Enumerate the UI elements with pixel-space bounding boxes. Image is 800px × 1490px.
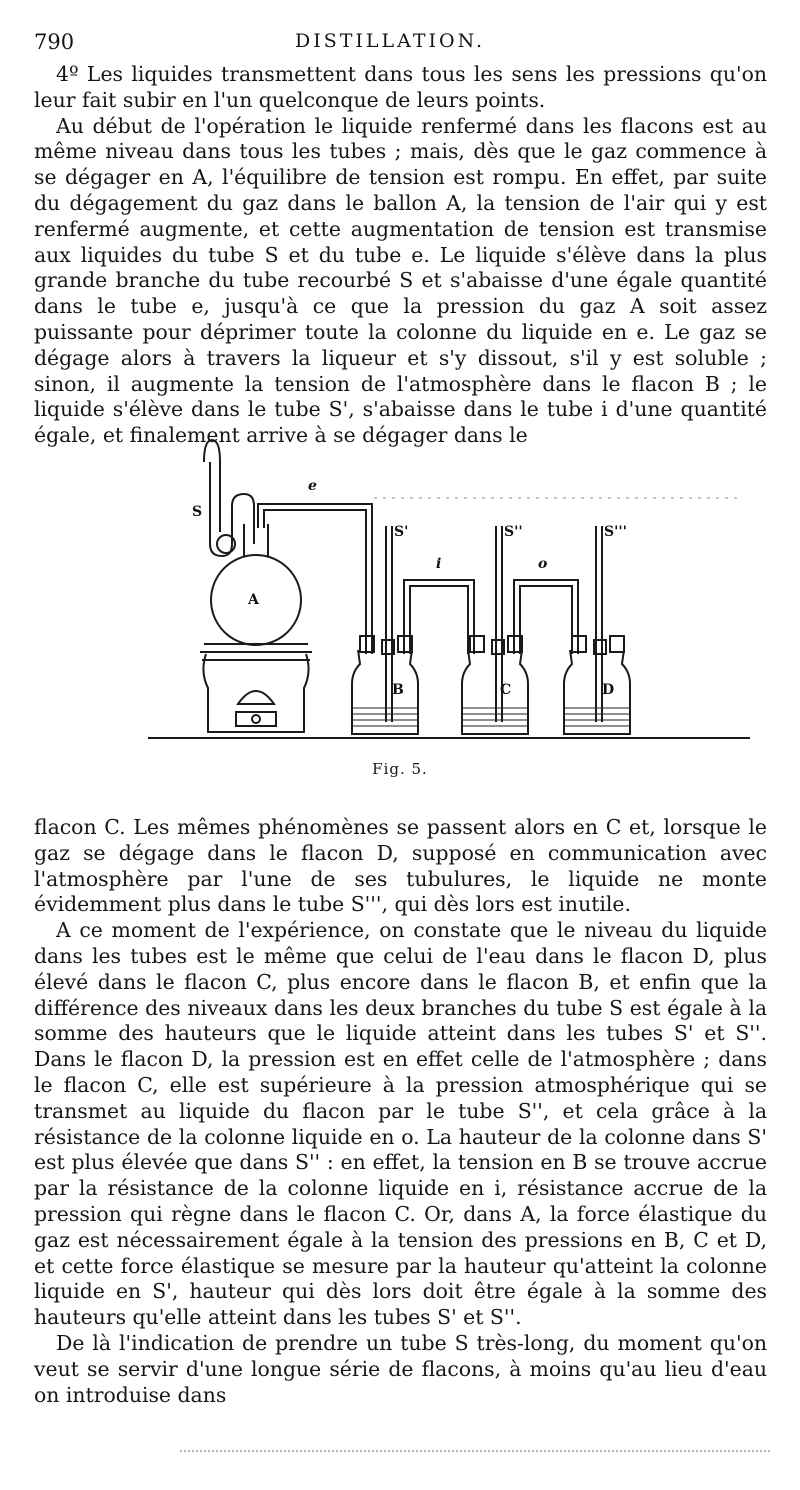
text-block-bottom <box>34 815 767 1408</box>
paragraph: De là l'indication de prendre un tube S très-long, du moment qu'on veut se servir d'une longue série de flacons, à moins qu'au lieu d'eau on introduise dans <box>34 1330 767 1407</box>
page-number: 790 <box>34 30 75 54</box>
label-S1: S' <box>394 524 409 540</box>
paragraph: Au début de l'opération le liquide renfermé dans les flacons est au même niveau dans tous les tubes ; mais, dès que le gaz commence à se dégager en A, l'équilibre de tension est rompu. En effet, par suite du dégagement du gaz dans le ballon A, la tension de l'air qui y est renfermé augmente, et cette augmentation de tension est transmise aux liquides du tube S et du tube e. Le liquide s'élève dans la plus grande branche du tube recourbé S et s'abaisse d'une égale quantité dans le tube e, jusqu'à ce que la pression du gaz A soit assez puissante pour déprimer toute la colonne du liquide en e. Le gaz se dégage alors à travers la liqueur et s'y dissout, s'il y est soluble ; sinon, il augmente la tension de l'atmosphère dans le flacon B ; le liquide s'élève dans le tube S', s'abaisse dans le tube i d'une quantité égale, et finalement arrive à se dégager dans le <box>34 113 767 448</box>
label-C: C <box>500 682 512 698</box>
paragraph: 4º Les liquides transmettent dans tous les sens les pressions qu'on leur fait subir en l'un quelconque de leurs points. <box>34 62 767 112</box>
tube-o <box>514 580 578 654</box>
figure-caption: Fig. 5. <box>372 760 428 778</box>
text-block-top <box>34 62 767 449</box>
label-S: S <box>192 504 203 520</box>
label-o: o <box>538 556 548 572</box>
label-A: A <box>248 592 259 608</box>
tube-e <box>258 504 372 654</box>
paragraph: flacon C. Les mêmes phénomènes se passent alors en C et, lorsque le gaz se dégage dans le flacon D, supposé en communication avec l'atmosphère par l'une de ses tubulures, le liquide ne monte évidemment plus dans le tube S''', qui dès lors est inutile. <box>34 815 767 917</box>
label-B: B <box>392 682 404 698</box>
label-D: D <box>602 682 615 698</box>
tube-i <box>404 580 474 654</box>
running-title: DISTILLATION. <box>294 30 486 52</box>
label-i: i <box>436 556 442 572</box>
label-S2: S'' <box>504 524 523 540</box>
furnace <box>200 644 312 732</box>
woulfe-bottles-illustration <box>140 432 760 752</box>
bleed-through-line <box>180 1450 770 1454</box>
label-S3: S''' <box>604 524 627 540</box>
label-e: e <box>308 478 317 494</box>
paragraph: A ce moment de l'expérience, on constate que le niveau du liquide dans les tubes est le même que celui de l'eau dans le flacon D, plus élevé dans le flacon C, plus encore dans le flacon B, et enfin que la différence des niveaux dans les deux branches du tube S est égale à la somme des hauteurs que le liquide atteint dans les tubes S' et S''. Dans le flacon D, la pression est en effet celle de l'atmosphère ; dans le flacon C, elle est supérieure à la pression atmosphérique qui se transmet au liquide du flacon par le tube S'', et cela grâce à la résistance de la colonne liquide en o. La hauteur de la colonne dans S' est plus élevée que dans S'' : en effet, la tension en B se trouve accrue par la résistance de la colonne liquide en i, résistance accrue de la pression qui règne dans le flacon C. Or, dans A, la force élastique du gaz est nécessairement égale à la tension des pressions en B, C et D, et cette force élastique se mesure par la hauteur qu'atteint la colonne liquide en S', hauteur qui dès lors doit être égale à la somme des hauteurs qu'elle atteint dans les tubes S' et S''. <box>34 918 767 1330</box>
apparatus-figure <box>140 432 760 752</box>
